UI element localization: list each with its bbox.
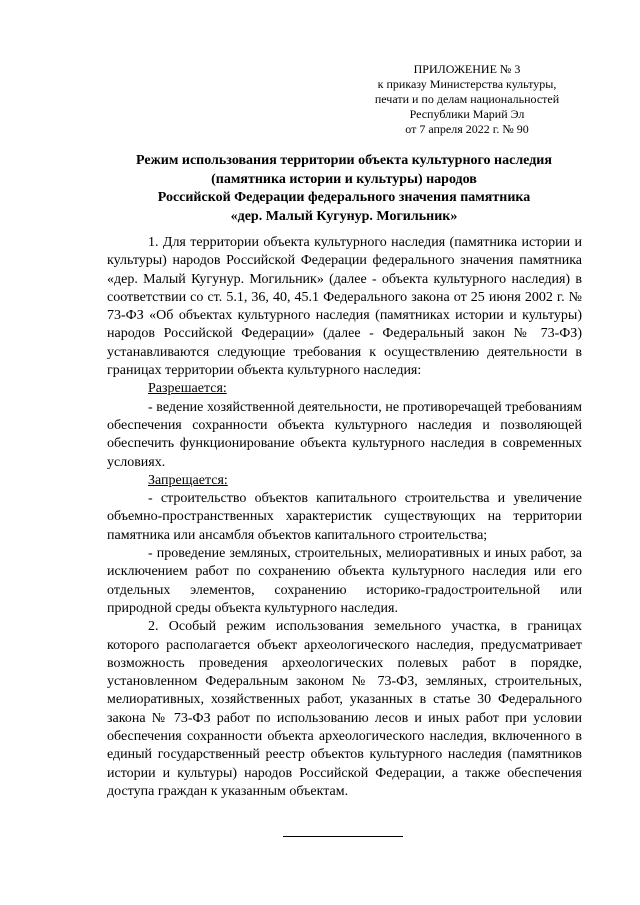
document-body bbox=[107, 234, 582, 801]
appendix-line: к приказу Министерства культуры, bbox=[377, 77, 557, 91]
appendix-line: печати и по делам национальностей bbox=[374, 92, 560, 106]
appendix-line: Республики Марий Эл bbox=[409, 107, 525, 121]
appendix-number: ПРИЛОЖЕНИЕ № 3 bbox=[413, 62, 521, 76]
title-line: Российской Федерации федерального значения памятника bbox=[157, 190, 531, 205]
appendix-date: от 7 апреля 2022 г. № 90 bbox=[405, 122, 529, 136]
forbidden-heading-text: Запрещается: bbox=[148, 472, 228, 488]
allowed-heading bbox=[107, 380, 582, 398]
title-line: Режим использования территории объекта культурного наследия bbox=[136, 153, 552, 168]
allowed-item: - ведение хозяйственной деятельности, не противоречащей требованиям обеспечения сохранности объекта культурного наследия и позволяющей обеспечить функционирование объекта культурного наследия в современных условиях. bbox=[107, 399, 582, 470]
paragraph-2: 2. Особый режим использования земельного участка, в границах которого располагается объект археологического наследия, предусматривает возможность проведения археологических полевых работ в порядке, установленном Федеральным законом № 73-ФЗ, земляных, строительных, мелиоративных, хозяйственных работ, указанных в статье 30 Федерального закона № 73-ФЗ работ по использованию лесов и иных работ при условии обеспечения сохранности объекта археологического наследия, включенного в единый государственный реестр объектов культурного наследия (памятников истории и культуры) народов Российской Федерации, а также обеспечения доступа граждан к указанным объектам. bbox=[107, 619, 582, 799]
forbidden-item: - проведение земляных, строительных, мелиоративных и иных работ, за исключением работ по сохранению объекта культурного наследия или его отдельных элементов, сохранению историко-градостроительной или природной среды объекта культурного наследия. bbox=[107, 546, 582, 616]
title-line: (памятника истории и культуры) народов bbox=[211, 171, 477, 187]
document-title bbox=[96, 152, 592, 226]
paragraph-1: 1. Для территории объекта культурного наследия (памятника истории и культуры) народов Российской Федерации федерального значения памятника «дер. Малый Кугунур. Могильник» (далее - объекта культурного наследия) в соответствии со ст. 5.1, 36, 40, 45.1 Федерального закона от 25 июня 2002 г. № 73-ФЗ «Об объектах культурного наследия (памятниках истории и культуры) народов Российской Федерации» (далее - Федеральный закон № 73-ФЗ) устанавливаются следующие требования к осуществлению деятельности в границах территории объекта культурного наследия: bbox=[107, 235, 582, 379]
closing-rule bbox=[283, 836, 403, 837]
appendix-block bbox=[360, 62, 574, 137]
allowed-heading-text: Разрешается: bbox=[148, 381, 227, 397]
forbidden-item: - строительство объектов капитального строительства и увеличение объемно-пространственных характеристик существующих на территории памятника или ансамбля объектов капитального строительства; bbox=[107, 491, 582, 543]
title-line: «дер. Малый Кугунур. Могильник» bbox=[230, 208, 458, 224]
forbidden-heading bbox=[107, 472, 582, 490]
